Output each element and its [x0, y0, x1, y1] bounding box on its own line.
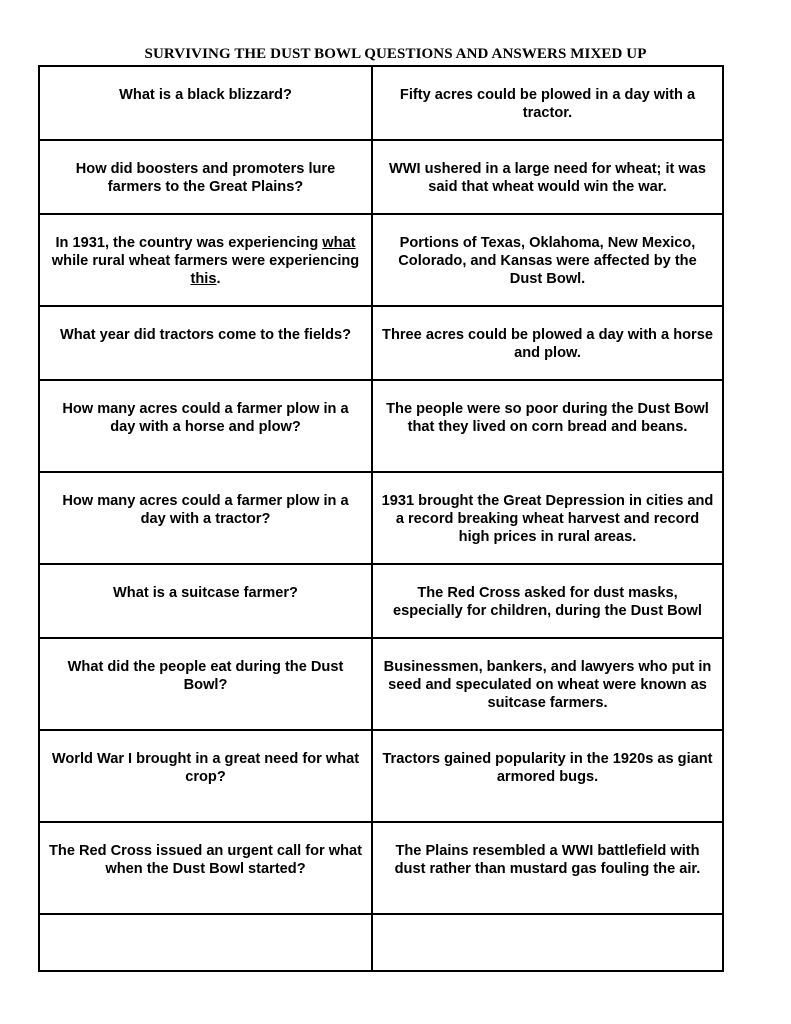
question-text: .	[216, 271, 221, 287]
question-cell: What is a black blizzard?	[40, 67, 373, 141]
empty-answer-cell	[373, 915, 722, 970]
question-text: while rural wheat farmers were experiencing	[51, 253, 360, 269]
question-answer-table	[38, 65, 724, 972]
underlined-word: what	[322, 235, 356, 251]
answer-cell: WWI ushered in a large need for wheat; it was said that wheat would win the war.	[373, 141, 722, 215]
answer-cell: The Red Cross asked for dust masks, especially for children, during the Dust Bowl	[373, 565, 722, 639]
empty-question-cell	[40, 915, 373, 970]
answer-cell: The people were so poor during the Dust Bowl that they lived on corn bread and beans.	[373, 381, 722, 473]
question-cell: What did the people eat during the Dust Bowl?	[40, 639, 373, 731]
answer-cell: The Plains resembled a WWI battlefield with dust rather than mustard gas fouling the air.	[373, 823, 722, 915]
underlined-word: this	[190, 271, 217, 287]
question-cell: What is a suitcase farmer?	[40, 565, 373, 639]
question-cell: The Red Cross issued an urgent call for what when the Dust Bowl started?	[40, 823, 373, 915]
question-cell	[40, 215, 373, 307]
question-cell: World War I brought in a great need for what crop?	[40, 731, 373, 823]
question-cell: How did boosters and promoters lure farmers to the Great Plains?	[40, 141, 373, 215]
answer-cell: Tractors gained popularity in the 1920s as giant armored bugs.	[373, 731, 722, 823]
question-cell: How many acres could a farmer plow in a day with a horse and plow?	[40, 381, 373, 473]
answer-cell: Fifty acres could be plowed in a day with a tractor.	[373, 67, 722, 141]
question-cell: What year did tractors come to the fields?	[40, 307, 373, 381]
answer-cell: Businessmen, bankers, and lawyers who put in seed and speculated on wheat were known as suitcase farmers.	[373, 639, 722, 731]
answer-cell: Three acres could be plowed a day with a horse and plow.	[373, 307, 722, 381]
answer-cell: Portions of Texas, Oklahoma, New Mexico, Colorado, and Kansas were affected by the Dust Bowl.	[373, 215, 722, 307]
page-title: SURVIVING THE DUST BOWL QUESTIONS AND ANSWERS MIXED UP	[144, 46, 647, 62]
answer-cell: 1931 brought the Great Depression in cities and a record breaking wheat harvest and record high prices in rural areas.	[373, 473, 722, 565]
question-text: In 1931, the country was experiencing	[55, 235, 323, 251]
question-cell: How many acres could a farmer plow in a day with a tractor?	[40, 473, 373, 565]
